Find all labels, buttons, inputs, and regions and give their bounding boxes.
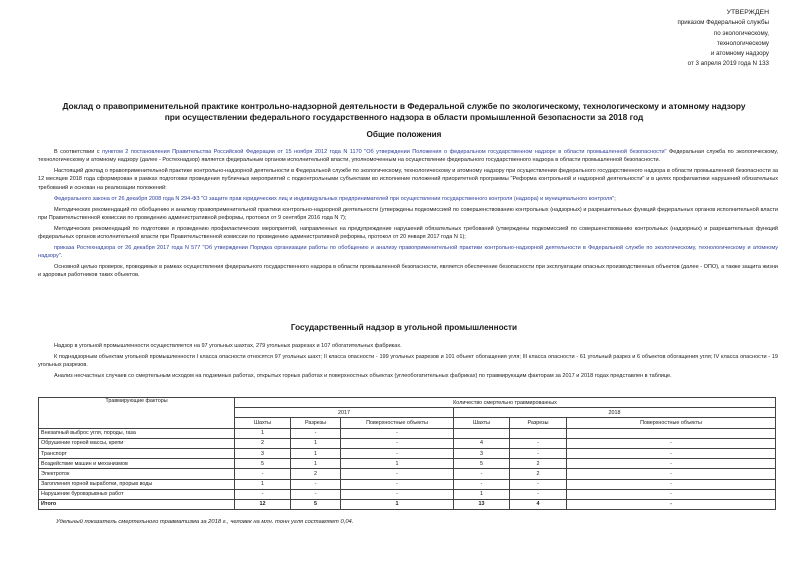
- table-row: [39, 479, 776, 489]
- value-cell: 1: [341, 459, 454, 469]
- value-cell: 2: [291, 469, 341, 479]
- value-cell: -: [510, 438, 567, 448]
- title-line-2: при осуществлении федерального государственного надзора в области промышленной безопасности за 2018 год: [164, 111, 644, 122]
- paragraph-text: ;: [614, 195, 616, 202]
- approval-block: [677, 8, 769, 70]
- value-cell: 4: [454, 438, 510, 448]
- paragraph: Анализ несчастных случаев со смертельным исходом на подземных работах, открытых горных работах и поверхностных объектах (углеобогатительных фабриках) по травмирующим факторам за 2017 и 2018 годах представлен в таблице.: [54, 373, 672, 380]
- table-body: [39, 428, 776, 510]
- approval-line: от 3 апреля 2019 года N 133: [687, 60, 769, 68]
- value-cell: -: [567, 489, 776, 499]
- table-header-row: [39, 398, 776, 408]
- factor-cell: Загопления горной выработки, прорыв воды: [39, 479, 235, 489]
- value-cell: 5: [235, 459, 291, 469]
- approval-line: приказом Федеральной службы: [677, 19, 769, 27]
- value-cell: 2: [510, 469, 567, 479]
- value-cell: 5: [454, 459, 510, 469]
- decree-link[interactable]: пунктом 2 постановления Правительства Российской Федерации от 15 ноября 2012 года N 1170 "Об утверждении Положения о федеральном государственном надзоре в области промышленной безопасности": [102, 149, 667, 155]
- value-cell: -: [291, 489, 341, 499]
- subheader-mines: Шахты: [235, 418, 291, 428]
- table-row: [39, 448, 776, 458]
- value-cell: -: [235, 489, 291, 499]
- subheader-pits: Разрезы: [291, 418, 341, 428]
- value-cell: 5: [291, 499, 341, 509]
- value-cell: -: [510, 479, 567, 489]
- value-cell: [510, 428, 567, 438]
- fatalities-table: [38, 397, 776, 510]
- paragraph: Методических рекомендаций по обобщению и анализу правоприменительной практики контрольно-надзорной деятельности (утверждены подкомиссией по совершенствованию контрольных (надзорных) и разрешительных функций федеральных органов исполнительной власти при Правительственной комиссии по проведению административной реформы, протокол от 9 сентября 2016 года N 7);: [38, 206, 778, 221]
- value-cell: -: [341, 469, 454, 479]
- value-cell: -: [341, 489, 454, 499]
- title-line-1: Доклад о правоприменительной практике контрольно-надзорной деятельности в Федеральной службе по экологическому, технологическому и атомному надзору: [62, 101, 746, 111]
- value-cell: -: [341, 428, 454, 438]
- value-cell: -: [291, 428, 341, 438]
- section-title-general: Общие положения: [366, 130, 442, 139]
- paragraph: Надзор в угольной промышленности осуществляется на 97 угольных шахтах, 279 угольных разрезах и 107 обогатительных фабриках.: [54, 343, 402, 349]
- paragraph: Настоящий доклад о правоприменительной практике контрольно-надзорной деятельности в Федеральной службе по экологическому, технологическому и атомному надзору при осуществлении федерального государственного надзора в области промышленной безопасности за 12 месяцев 2018 года сформирован в рамках подготовки проведения публичных мероприятий с подконтрольными субъектами во исполнение положений приоритетной программы "Реформа контрольной и надзорной деятельности" и в целях профилактики нарушений обязательных требований и основан на реализации положений:: [38, 168, 778, 191]
- approval-line: и атомному надзору: [710, 50, 769, 58]
- approval-line: технологическому: [716, 39, 769, 47]
- value-cell: 1: [235, 428, 291, 438]
- value-cell: -: [454, 479, 510, 489]
- value-cell: -: [510, 489, 567, 499]
- approval-line: по экологическому,: [713, 29, 769, 37]
- paragraph: К поднадзорным объектам угольной промышленности I класса опасности относятся 97 угольных шахт; II класса опасности - 199 угольных разрезов и 101 объект обогащения угля; III класса опасности - 61 угольный разрез и 6 объектов обогащения угля; IV класса опасности - 19 угольных разрезов.: [38, 353, 778, 369]
- value-cell: 2: [235, 438, 291, 448]
- value-cell: 4: [510, 499, 567, 509]
- count-column-header: Количество смертельно травмированных: [235, 398, 776, 408]
- value-cell: -: [454, 469, 510, 479]
- paragraph: Основной целью проверок, проводимых в рамках осуществления федерального государственного надзора в области промышленной безопасности, является обеспечение безопасности при эксплуатации опасных производственных объектов (далее - ОПО), а также защита жизни и здоровья работников таких объектов.: [38, 264, 778, 279]
- value-cell: -: [567, 499, 776, 509]
- value-cell: -: [567, 459, 776, 469]
- value-cell: -: [510, 448, 567, 458]
- subheader-surface: Поверхностные объекты: [341, 418, 454, 428]
- approval-heading: УТВЕРЖДЕН: [726, 9, 769, 16]
- footnote: Удельный показатель смертельного травматизма за 2018 г., человек на млн. тонн угля составляет 0,04.: [56, 519, 354, 525]
- year-header: 2018: [454, 408, 776, 418]
- value-cell: 1: [235, 479, 291, 489]
- value-cell: -: [567, 448, 776, 458]
- value-cell: 3: [235, 448, 291, 458]
- value-cell: -: [567, 469, 776, 479]
- factor-cell: Электроток: [39, 469, 235, 479]
- paragraph-text: Федеральная служба по экологическому, технологическому и атомному надзору (далее - Ростехнадзор) является федеральным органом исполнительной власти, уполномоченным на осуществление федерального государственного надзора в области промышленной безопасности.: [38, 149, 778, 164]
- value-cell: -: [567, 479, 776, 489]
- value-cell: -: [341, 479, 454, 489]
- value-cell: [454, 428, 510, 438]
- value-cell: 1: [454, 489, 510, 499]
- value-cell: -: [235, 469, 291, 479]
- table-row: [39, 459, 776, 469]
- order-link[interactable]: приказа Ростехнадзора от 26 декабря 2017 года N 577 "Об утверждении Порядка организации работы по обобщению и анализу правоприменительной практики контрольно-надзорной деятельности в Федеральной службе по экологическому, технологическому и атомному надзору": [38, 244, 778, 260]
- paragraph: Методических рекомендаций по подготовке и проведению профилактических мероприятий, направленных на предупреждение нарушений обязательных требований (утверждены подкомиссией по совершенствованию контрольных (надзорных) и разрешительных функций федеральных органов исполнительной власти при Правительственной комиссии по проведению административной реформы, протокол от 20 января 2017 года N 1);: [38, 225, 778, 241]
- paragraph: [38, 195, 778, 203]
- value-cell: 1: [291, 448, 341, 458]
- factor-cell: Итого: [39, 499, 235, 509]
- table-row: [39, 428, 776, 438]
- value-cell: -: [291, 479, 341, 489]
- value-cell: -: [567, 438, 776, 448]
- value-cell: -: [341, 448, 454, 458]
- value-cell: -: [341, 438, 454, 448]
- factor-cell: Обрушение горной массы, крепи: [39, 438, 235, 448]
- document-title: [30, 101, 778, 122]
- value-cell: 1: [291, 459, 341, 469]
- year-header: 2017: [235, 408, 454, 418]
- value-cell: [567, 428, 776, 438]
- factor-cell: Внезапный выброс угля, породы, газа: [39, 428, 235, 438]
- coal-industry-text: [38, 342, 778, 383]
- table-total-row: [39, 499, 776, 509]
- table-row: [39, 438, 776, 448]
- federal-law-link[interactable]: Федерального закона от 26 декабря 2008 года N 294-ФЗ "О защите прав юридических лиц и индивидуальных предпринимателей при осуществлении государственного контроля (надзора) и муниципального контроля": [54, 195, 615, 202]
- general-provisions-text: [38, 148, 778, 282]
- paragraph: [38, 244, 778, 261]
- paragraph-text: В соответствии с: [54, 149, 103, 155]
- subheader-mines: Шахты: [454, 418, 510, 428]
- value-cell: 1: [291, 438, 341, 448]
- value-cell: 2: [510, 459, 567, 469]
- factor-cell: Нарушение буровзрывных работ: [39, 489, 235, 499]
- paragraph: [38, 148, 778, 165]
- factor-column-header: Травмирующие факторы: [39, 398, 235, 429]
- value-cell: 3: [454, 448, 510, 458]
- factor-cell: Воздействие машин и механизмов: [39, 459, 235, 469]
- value-cell: 1: [341, 499, 454, 509]
- factor-cell: Транспорт: [39, 448, 235, 458]
- table-row: [39, 489, 776, 499]
- section-title-coal: Государственный надзор в угольной промышленности: [290, 323, 518, 332]
- table-row: [39, 469, 776, 479]
- subheader-pits: Разрезы: [510, 418, 567, 428]
- value-cell: 13: [454, 499, 510, 509]
- value-cell: 12: [235, 499, 291, 509]
- subheader-surface: Поверхностные объекты: [567, 418, 776, 428]
- paragraph-text: .: [60, 253, 63, 260]
